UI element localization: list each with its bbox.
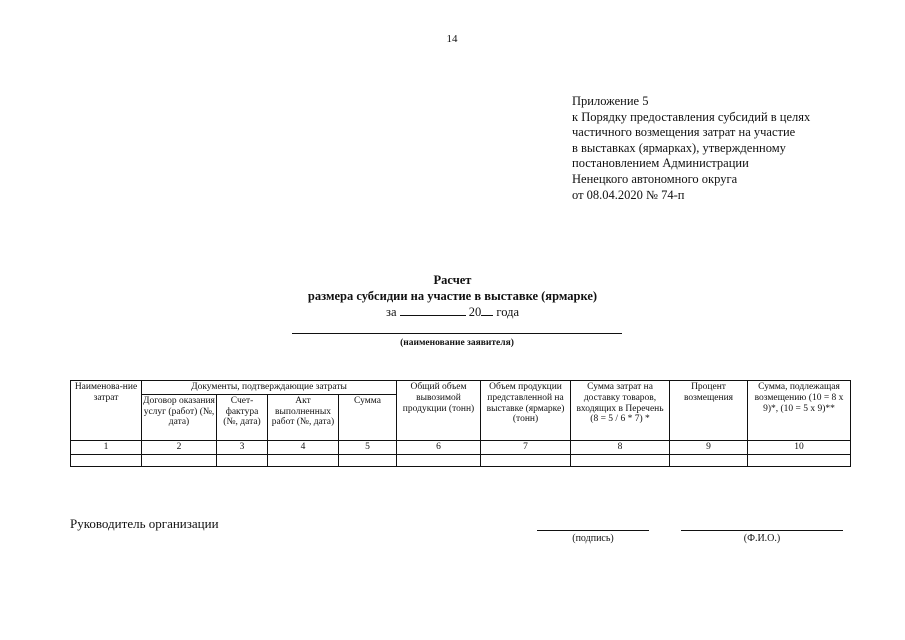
col-number: 9 [670, 440, 748, 454]
header-row-1 [71, 381, 851, 395]
empty-cell[interactable] [670, 454, 748, 466]
empty-cell[interactable] [268, 454, 339, 466]
header-cost-name: Наименова-ние затрат [71, 381, 142, 441]
full-name-caption: (Ф.И.О.) [743, 533, 781, 544]
header-contract: Договор оказания услуг (работ) (№, дата) [142, 394, 217, 440]
col-number: 1 [71, 440, 142, 454]
title-heading: Расчет [433, 273, 472, 287]
full-name-line [681, 530, 843, 531]
header-sum: Сумма [339, 394, 397, 440]
empty-cell[interactable] [748, 454, 851, 466]
empty-data-row [71, 454, 851, 466]
empty-cell[interactable] [481, 454, 571, 466]
period-za: за [386, 305, 397, 319]
period-line [0, 304, 905, 320]
empty-cell[interactable] [339, 454, 397, 466]
header-delivery-cost: Сумма затрат на доставку товаров, входящих в Перечень (8 = 5 / 6 * 7) * [571, 381, 670, 441]
signature-caption: (подпись) [572, 533, 614, 544]
empty-cell[interactable] [71, 454, 142, 466]
signatory-label: Руководитель организации [70, 516, 219, 531]
col-number: 6 [397, 440, 481, 454]
year-blank [481, 304, 493, 316]
document-title [0, 272, 905, 320]
title-subheading: размера субсидии на участие в выставке (ярмарке) [307, 289, 598, 303]
appendix-line: в выставках (ярмарках), утвержденному [572, 140, 786, 155]
appendix-line: Ненецкого автономного округа [572, 171, 738, 186]
empty-cell[interactable] [142, 454, 217, 466]
year-prefix: 20 [468, 305, 482, 319]
empty-cell[interactable] [217, 454, 268, 466]
header-reimbursement: Сумма, подлежащая возмещению (10 = 8 x 9)*, (10 = 5 x 9)** [748, 381, 851, 441]
appendix-line: от 08.04.2020 № 74-п [572, 187, 685, 202]
col-number: 2 [142, 440, 217, 454]
col-number: 10 [748, 440, 851, 454]
appendix-line: частичного возмещения затрат на участие [572, 125, 796, 140]
header-invoice: Счет-фактура (№, дата) [217, 394, 268, 440]
signature-line [537, 530, 649, 531]
appendix-line: к Порядку предоставления субсидий в целях [572, 109, 811, 124]
empty-cell[interactable] [397, 454, 481, 466]
col-number: 3 [217, 440, 268, 454]
col-number: 5 [339, 440, 397, 454]
subsidy-table [70, 380, 851, 467]
col-number: 7 [481, 440, 571, 454]
page-number: 14 [446, 33, 458, 45]
empty-cell[interactable] [571, 454, 670, 466]
applicant-caption: (наименование заявителя) [400, 338, 514, 348]
appendix-line: постановлением Администрации [572, 156, 749, 171]
period-blank [400, 304, 466, 316]
applicant-name-line [292, 333, 622, 334]
year-suffix: года [496, 305, 519, 319]
header-exhibited-volume: Объем продукции представленной на выставке (ярмарке) (тонн) [481, 381, 571, 441]
header-documents-group: Документы, подтверждающие затраты [142, 381, 397, 395]
appendix-line: Приложение 5 [572, 94, 649, 108]
column-number-row [71, 440, 851, 454]
header-percent: Процент возмещения [670, 381, 748, 441]
header-act: Акт выполненных работ (№, дата) [268, 394, 339, 440]
appendix-note [572, 94, 810, 203]
header-total-volume: Общий объем вывозимой продукции (тонн) [397, 381, 481, 441]
col-number: 4 [268, 440, 339, 454]
col-number: 8 [571, 440, 670, 454]
